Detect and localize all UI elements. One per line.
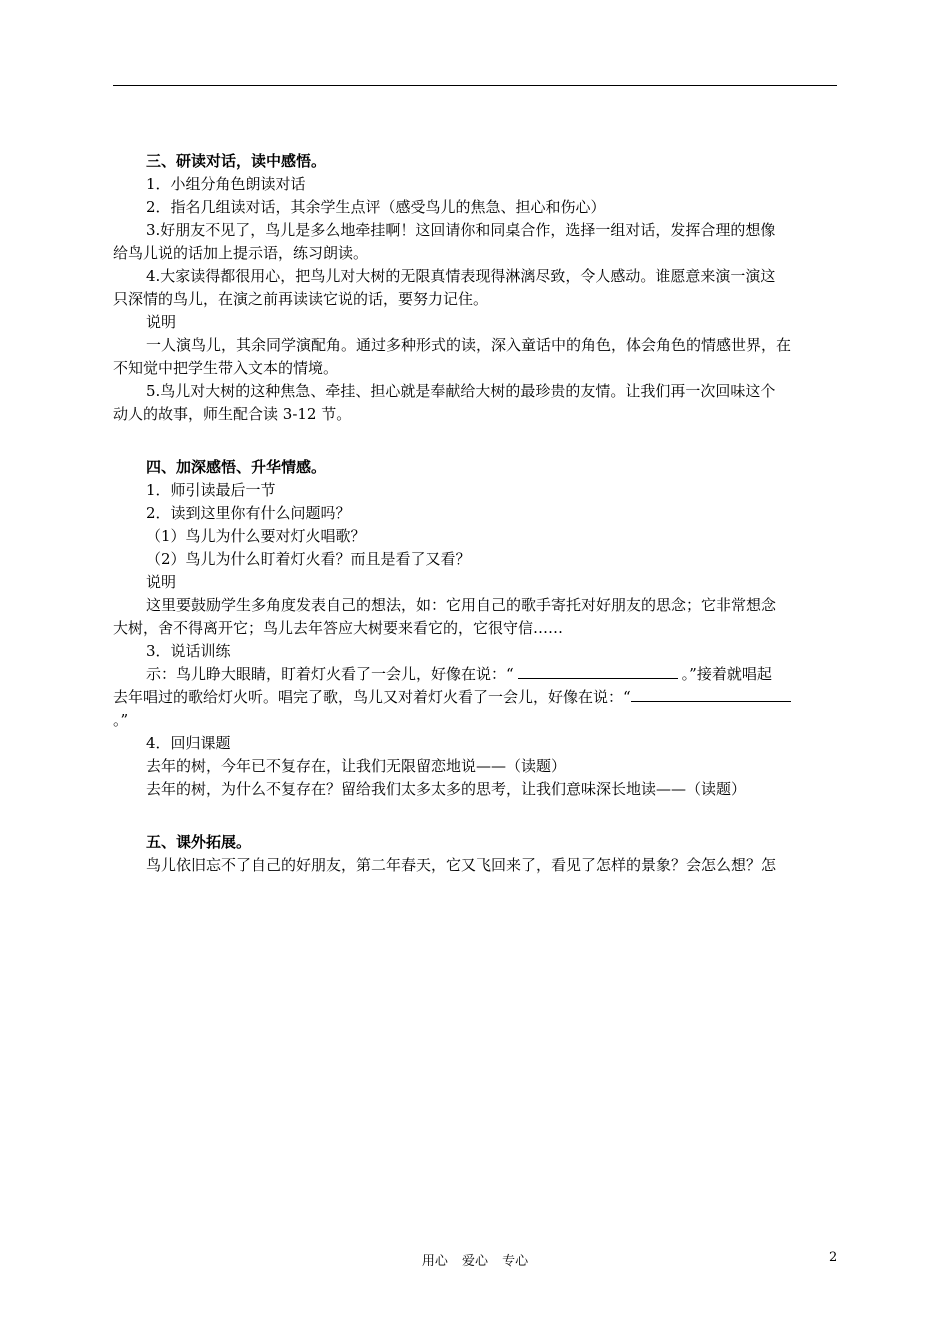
speaking-drill-line [113, 686, 837, 709]
paragraph: 1．小组分角色朗读对话 [146, 175, 306, 193]
page-number: 2 [829, 1250, 838, 1265]
paragraph: 5.鸟儿对大树的这种焦急、牵挂、担心就是奉献给大树的最珍贵的友情。让我们再一次回味这个 [146, 382, 776, 400]
drill-text: 。”接着就唱起 [681, 665, 772, 683]
paragraph: 给鸟儿说的话加上提示语，练习朗读。 [113, 244, 369, 262]
paragraph: 鸟儿依旧忘不了自己的好朋友，第二年春天，它又飞回来了，看见了怎样的景象？会怎么想？怎 [146, 856, 777, 874]
speaking-drill-line [113, 663, 837, 686]
fill-in-blank [631, 701, 791, 702]
section-gap [113, 801, 837, 831]
footer-motto: 用心 爱心 专心 [421, 1254, 529, 1269]
document-body [113, 150, 837, 877]
section-4-heading: 四、加深感悟、升华情感。 [146, 458, 327, 476]
paragraph: （2）鸟儿为什么盯着灯火看？而且是看了又看？ [146, 550, 471, 568]
paragraph: 去年的树，今年已不复存在，让我们无限留恋地说——（读题） [146, 757, 567, 775]
fill-in-blank [518, 678, 678, 679]
paragraph: 去年的树，为什么不复存在？留给我们太多太多的思考，让我们意味深长地读——（读题） [146, 780, 747, 798]
paragraph: 不知觉中把学生带入文本的情境。 [113, 359, 339, 377]
page-footer [0, 1250, 950, 1270]
paragraph: 。” [113, 711, 129, 729]
note-label: 说明 [146, 313, 177, 331]
paragraph: 大树，舍不得离开它；鸟儿去年答应大树要来看它的，它很守信…… [113, 619, 564, 637]
paragraph: 2．读到这里你有什么问题吗？ [146, 504, 351, 522]
paragraph: 4.大家读得都很用心，把鸟儿对大树的无限真情表现得淋漓尽致，令人感动。谁愿意来演一演这 [146, 267, 776, 285]
paragraph: 只深情的鸟儿，在演之前再读读它说的话，要努力记住。 [113, 290, 489, 308]
paragraph: 2．指名几组读对话，其余学生点评（感受鸟儿的焦急、担心和伤心） [146, 198, 606, 216]
section-5-heading: 五、课外拓展。 [146, 833, 252, 851]
paragraph: 一人演鸟儿，其余同学演配角。通过多种形式的读，深入童话中的角色，体会角色的情感世界，在 [146, 336, 792, 354]
section-3-heading: 三、研读对话，读中感悟。 [146, 152, 327, 170]
drill-text: 示：鸟儿睁大眼睛，盯着灯火看了一会儿，好像在说：“ [146, 665, 514, 683]
drill-text: 去年唱过的歌给灯火听。唱完了歌，鸟儿又对着灯火看了一会儿，好像在说：“ [113, 688, 631, 706]
paragraph: 1．师引读最后一节 [146, 481, 276, 499]
paragraph: 3．说话训练 [146, 642, 231, 660]
section-gap [113, 426, 837, 456]
paragraph: 这里要鼓励学生多角度发表自己的想法，如：它用自己的歌手寄托对好朋友的思念；它非常想念 [146, 596, 777, 614]
paragraph: （1）鸟儿为什么要对灯火唱歌？ [146, 527, 366, 545]
header-rule [113, 85, 837, 86]
paragraph: 动人的故事，师生配合读 3-12 节。 [113, 405, 352, 423]
paragraph: 4．回归课题 [146, 734, 231, 752]
paragraph: 3.好朋友不见了，鸟儿是多么地牵挂啊！这回请你和同桌合作，选择一组对话，发挥合理的想像 [146, 221, 776, 239]
note-label: 说明 [146, 573, 177, 591]
